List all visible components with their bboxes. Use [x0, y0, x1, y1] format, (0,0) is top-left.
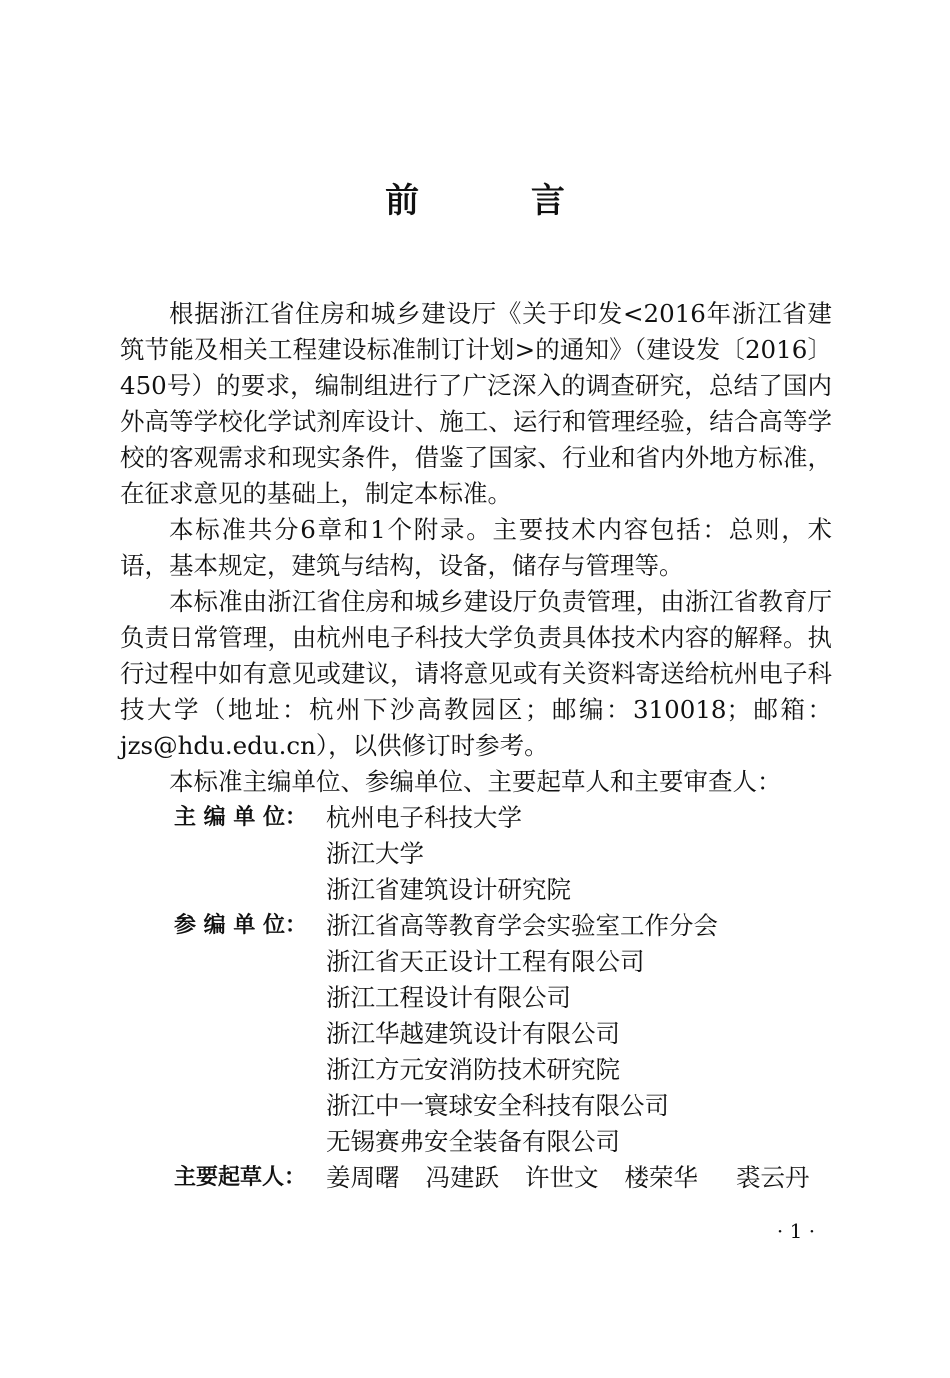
chief-unit-item: 浙江省建筑设计研究院	[326, 875, 571, 904]
participating-unit-item: 浙江工程设计有限公司	[326, 983, 571, 1012]
chief-units-list	[326, 800, 832, 908]
chief-units-label: 主 编 单 位：	[174, 805, 307, 830]
paragraph-basis: 根据浙江省住房和城乡建设厅《关于印发<2016年浙江省建筑节能及相关工程建设标准制订计划>的通知》（建设发〔2016〕450号）的要求，编制组进行了广泛深入的调查研究，总结了国内外高等学校化学试剂库设计、施工、运行和管理经验，结合高等学校的客观需求和现实条件，借鉴了国家、行业和省内外地方标准，在征求意见的基础上，制定本标准。	[120, 299, 832, 508]
participating-units-list	[326, 908, 832, 1160]
participating-units-block	[120, 908, 832, 1160]
page-number: · 1 ·	[776, 1219, 816, 1243]
participating-units-label: 参 编 单 位：	[174, 913, 307, 938]
paragraph-contents: 本标准共分6章和1个附录。主要技术内容包括：总则，术语，基本规定，建筑与结构，设备，储存与管理等。	[120, 515, 832, 580]
drafter-name: 楼荣华	[624, 1163, 698, 1192]
drafter-name: 姜周曙	[326, 1163, 400, 1192]
participating-unit-item: 浙江中一寰球安全科技有限公司	[326, 1091, 669, 1120]
participating-unit-item: 浙江华越建筑设计有限公司	[326, 1019, 620, 1048]
participating-unit-item: 浙江方元安消防技术研究院	[326, 1055, 620, 1084]
page-title: 前 言	[385, 181, 615, 221]
chief-unit-item: 浙江大学	[326, 839, 424, 868]
drafters-list	[326, 1160, 832, 1196]
units-intro: 本标准主编单位、参编单位、主要起草人和主要审查人：	[169, 767, 782, 796]
participating-unit-item: 浙江省高等教育学会实验室工作分会	[326, 911, 718, 940]
drafters-block	[120, 1160, 832, 1196]
paragraph-management: 本标准由浙江省住房和城乡建设厅负责管理，由浙江省教育厅负责日常管理，由杭州电子科技大学负责具体技术内容的解释。执行过程中如有意见或建议，请将意见或有关资料寄送给杭州电子科技大学（地址：杭州下沙高教园区；邮编：310018；邮箱：jzs@hdu.edu.cn），以供修订时参考。	[120, 587, 832, 760]
preface-body	[120, 296, 832, 1196]
chief-units-block	[120, 800, 832, 908]
participating-unit-item: 无锡赛弗安全装备有限公司	[326, 1127, 620, 1156]
drafter-name: 许世文	[525, 1163, 599, 1192]
drafters-label: 主要起草人：	[174, 1165, 307, 1190]
chief-unit-item: 杭州电子科技大学	[326, 803, 522, 832]
participating-unit-item: 浙江省天正设计工程有限公司	[326, 947, 645, 976]
drafter-name: 冯建跃	[425, 1163, 499, 1192]
drafter-name: 裘云丹	[736, 1163, 810, 1192]
